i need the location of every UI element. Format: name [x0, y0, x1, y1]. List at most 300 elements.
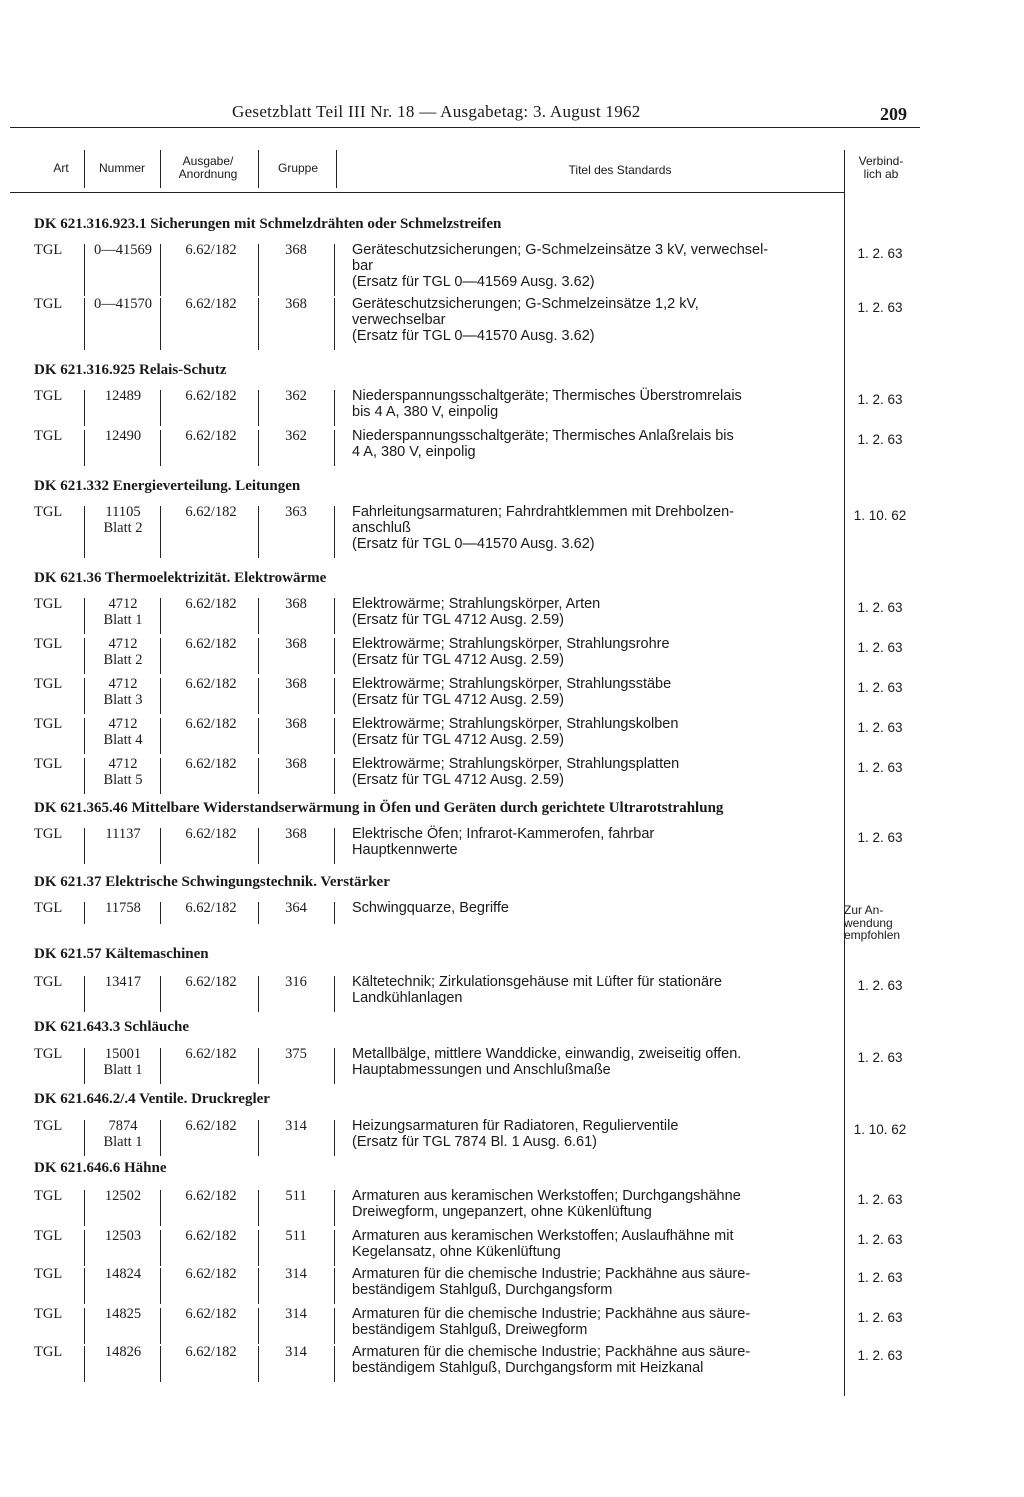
- page-number: 209: [880, 104, 907, 124]
- header-rule: [10, 127, 920, 128]
- titel-cell: [352, 636, 832, 668]
- verbindlich-line: 1. 2. 63: [857, 760, 903, 775]
- verbindlich-cell: [842, 1310, 918, 1326]
- col-divider: [84, 150, 85, 188]
- nummer-line: 11137: [105, 826, 141, 842]
- art-cell: TGL: [34, 388, 63, 404]
- gruppe-cell: 375: [285, 1046, 307, 1062]
- verbindlich-cell: [842, 978, 918, 994]
- verbindlich-cell: [842, 680, 918, 696]
- ausgabe-cell: 6.62/182: [185, 1266, 237, 1282]
- titel-cell: [352, 974, 832, 1006]
- ausgabe-cell: 6.62/182: [185, 756, 237, 772]
- ausgabe-divider: [160, 506, 161, 558]
- page-title: Gesetzblatt Teil III Nr. 18 — Ausgabetag: 3. August 1962: [232, 102, 641, 121]
- ausgabe-divider: [160, 1268, 161, 1304]
- nummer-line: 15001: [104, 1046, 142, 1062]
- ausgabe-cell: 6.62/182: [185, 1228, 237, 1244]
- nummer-divider: [84, 976, 85, 1012]
- ausgabe-cell: 6.62/182: [185, 1188, 237, 1204]
- nummer-divider: [84, 1120, 85, 1156]
- nummer-line: 11105: [105, 504, 141, 520]
- titel-divider: [334, 902, 335, 924]
- section-heading: DK 621.646.6 Hähne: [34, 1160, 167, 1176]
- verbindlich-line: 1. 2. 63: [857, 978, 903, 993]
- titel-line: Hauptabmessungen und Anschlußmaße: [352, 1062, 611, 1078]
- ausgabe-divider: [160, 598, 161, 634]
- ausgabe-divider: [160, 1308, 161, 1344]
- ausgabe-cell: 6.62/182: [185, 504, 237, 520]
- gruppe-cell: 368: [285, 242, 307, 258]
- verbindlich-line: 1. 2. 63: [857, 246, 903, 261]
- gruppe-cell: 362: [285, 388, 307, 404]
- ausgabe-divider: [160, 902, 161, 924]
- verbindlich-cell: [842, 640, 918, 656]
- titel-divider: [334, 1308, 335, 1344]
- nummer-divider: [84, 1048, 85, 1084]
- titel-divider: [334, 976, 335, 1012]
- titel-divider: [334, 1346, 335, 1382]
- titel-divider: [334, 638, 335, 674]
- art-cell: TGL: [34, 716, 63, 732]
- ausgabe-divider: [160, 638, 161, 674]
- nummer-cell: [88, 428, 158, 444]
- gruppe-cell: 316: [285, 974, 307, 990]
- gruppe-cell: 368: [285, 596, 307, 612]
- titel-cell: [352, 716, 832, 748]
- section-heading: DK 621.646.2/.4 Ventile. Druckregler: [34, 1091, 270, 1107]
- titel-line: beständigem Stahlguß, Durchgangsform mit Heizkanal: [352, 1360, 704, 1376]
- nummer-line: Blatt 5: [103, 772, 143, 788]
- verbindlich-cell: [842, 1270, 918, 1286]
- art-cell: TGL: [34, 1046, 63, 1062]
- verbindlich-cell: [842, 1122, 918, 1138]
- titel-line: (Ersatz für TGL 0—41570 Ausg. 3.62): [352, 328, 595, 344]
- verbindlich-line: 1. 2. 63: [857, 1232, 903, 1247]
- titel-cell: [352, 596, 832, 628]
- titel-line: Elektrowärme; Strahlungskörper, Strahlungsrohre: [352, 636, 670, 652]
- titel-divider: [334, 758, 335, 794]
- col-ausgabe: [166, 155, 250, 181]
- col-ausgabe-line2: Anordnung: [178, 167, 238, 181]
- ausgabe-cell: 6.62/182: [185, 242, 237, 258]
- titel-line: Elektrowärme; Strahlungskörper, Strahlungsstäbe: [352, 676, 672, 692]
- gruppe-cell: 363: [285, 504, 307, 520]
- art-cell: TGL: [34, 636, 63, 652]
- gruppe-divider: [258, 506, 259, 558]
- col-verbindlich-line2: lich ab: [863, 167, 899, 181]
- titel-cell: [352, 388, 832, 420]
- gruppe-cell: 368: [285, 716, 307, 732]
- verbindlich-line: Zur An-: [844, 903, 884, 917]
- nummer-line: Blatt 2: [103, 652, 143, 668]
- section-heading: DK 621.365.46 Mittelbare Widerstandserwärmung in Öfen und Geräten durch gerichtete Ultrarotstrahlung: [34, 800, 724, 816]
- titel-line: Geräteschutzsicherungen; G-Schmelzeinsätze 1,2 kV,: [352, 296, 699, 312]
- verbindlich-cell: [842, 760, 918, 776]
- ausgabe-cell: 6.62/182: [185, 1046, 237, 1062]
- column-headers: [0, 148, 1024, 192]
- nummer-divider: [84, 902, 85, 924]
- titel-line: Kältetechnik; Zirkulationsgehäuse mit Lüfter für stationäre: [352, 974, 722, 990]
- verbindlich-cell: [842, 432, 918, 448]
- nummer-line: Blatt 1: [103, 1062, 143, 1078]
- nummer-line: 4712: [108, 676, 138, 692]
- verbindlich-line: 1. 10. 62: [853, 1122, 907, 1137]
- nummer-cell: [88, 1188, 158, 1204]
- titel-line: Armaturen aus keramischen Werkstoffen; Auslaufhähne mit: [352, 1228, 734, 1244]
- nummer-divider: [84, 244, 85, 296]
- titel-divider: [334, 1048, 335, 1084]
- gruppe-divider: [258, 298, 259, 350]
- nummer-line: 14824: [104, 1266, 142, 1282]
- nummer-divider: [84, 298, 85, 350]
- nummer-divider: [84, 430, 85, 466]
- ausgabe-cell: 6.62/182: [185, 826, 237, 842]
- art-cell: TGL: [34, 900, 63, 916]
- titel-cell: [352, 676, 832, 708]
- titel-line: Niederspannungsschaltgeräte; Thermisches Anlaßrelais bis: [352, 428, 734, 444]
- nummer-cell: [88, 242, 158, 258]
- titel-line: bar: [352, 258, 373, 274]
- nummer-line: 4712: [108, 716, 138, 732]
- ausgabe-cell: 6.62/182: [185, 716, 237, 732]
- ausgabe-divider: [160, 758, 161, 794]
- col-titel: Titel des Standards: [568, 163, 672, 177]
- titel-line: Armaturen für die chemische Industrie; Packhähne aus säure-: [352, 1344, 751, 1360]
- nummer-cell: [88, 504, 158, 536]
- nummer-line: 12503: [104, 1228, 142, 1244]
- titel-line: Armaturen für die chemische Industrie; Packhähne aus säure-: [352, 1266, 751, 1282]
- titel-cell: [352, 1266, 832, 1298]
- ausgabe-divider: [160, 1048, 161, 1084]
- nummer-line: 12489: [104, 388, 142, 404]
- ausgabe-divider: [160, 718, 161, 754]
- gruppe-divider: [258, 1230, 259, 1266]
- nummer-divider: [84, 390, 85, 426]
- titel-divider: [334, 1190, 335, 1226]
- gruppe-divider: [258, 1346, 259, 1382]
- art-cell: TGL: [34, 974, 63, 990]
- ausgabe-divider: [160, 244, 161, 296]
- titel-cell: [352, 428, 832, 460]
- col-divider: [336, 150, 337, 188]
- gruppe-divider: [258, 828, 259, 864]
- ausgabe-divider: [160, 1230, 161, 1266]
- titel-divider: [334, 1268, 335, 1304]
- nummer-line: 14826: [104, 1344, 142, 1360]
- nummer-line: 4712: [108, 636, 138, 652]
- gruppe-divider: [258, 1048, 259, 1084]
- titel-divider: [334, 430, 335, 466]
- ausgabe-divider: [160, 298, 161, 350]
- titel-divider: [334, 718, 335, 754]
- titel-divider: [334, 298, 335, 350]
- nummer-line: 12490: [104, 428, 142, 444]
- art-cell: TGL: [34, 596, 63, 612]
- nummer-divider: [84, 1268, 85, 1304]
- gruppe-divider: [258, 902, 259, 924]
- gruppe-divider: [258, 1190, 259, 1226]
- titel-line: Armaturen für die chemische Industrie; Packhähne aus säure-: [352, 1306, 751, 1322]
- nummer-line: Blatt 4: [103, 732, 143, 748]
- ausgabe-cell: 6.62/182: [185, 296, 237, 312]
- nummer-line: Blatt 3: [103, 692, 143, 708]
- col-verbindlich: [846, 155, 916, 181]
- titel-line: (Ersatz für TGL 4712 Ausg. 2.59): [352, 652, 564, 668]
- gruppe-divider: [258, 1120, 259, 1156]
- titel-line: (Ersatz für TGL 7874 Bl. 1 Ausg. 6.61): [352, 1134, 598, 1150]
- ausgabe-cell: 6.62/182: [185, 676, 237, 692]
- nummer-cell: [88, 1228, 158, 1244]
- gruppe-cell: 368: [285, 296, 307, 312]
- art-cell: TGL: [34, 676, 63, 692]
- verbindlich-line: 1. 2. 63: [857, 1270, 903, 1285]
- verbindlich-line: 1. 2. 63: [857, 720, 903, 735]
- nummer-divider: [84, 1230, 85, 1266]
- verbindlich-cell: [842, 1232, 918, 1248]
- gruppe-cell: 511: [285, 1228, 307, 1244]
- col-verbindlich-line1: Verbind-: [858, 154, 904, 168]
- verbindlich-cell: [842, 300, 918, 316]
- titel-line: (Ersatz für TGL 0—41570 Ausg. 3.62): [352, 536, 595, 552]
- titel-line: Metallbälge, mittlere Wanddicke, einwandig, zweiseitig offen.: [352, 1046, 742, 1062]
- titel-cell: [352, 296, 832, 344]
- verbindlich-line: 1. 2. 63: [857, 1192, 903, 1207]
- titel-line: Elektrowärme; Strahlungskörper, Strahlungsplatten: [352, 756, 680, 772]
- verbindlich-line: 1. 2. 63: [857, 1310, 903, 1325]
- nummer-cell: [88, 716, 158, 748]
- gruppe-cell: 314: [285, 1266, 307, 1282]
- ausgabe-cell: 6.62/182: [185, 974, 237, 990]
- verbindlich-line: 1. 2. 63: [857, 680, 903, 695]
- verbindlich-cell: [842, 1348, 918, 1364]
- titel-divider: [334, 244, 335, 296]
- titel-line: Fahrleitungsarmaturen; Fahrdrahtklemmen mit Drehbolzen-: [352, 504, 734, 520]
- nummer-divider: [84, 1346, 85, 1382]
- titel-line: Kegelansatz, ohne Kükenlüftung: [352, 1244, 561, 1260]
- titel-divider: [334, 506, 335, 558]
- art-cell: TGL: [34, 428, 63, 444]
- titel-cell: [352, 1046, 832, 1078]
- ausgabe-divider: [160, 1120, 161, 1156]
- nummer-line: 4712: [108, 756, 138, 772]
- col-ausgabe-line1: Ausgabe/: [182, 154, 234, 168]
- ausgabe-divider: [160, 1346, 161, 1382]
- section-heading: DK 621.316.925 Relais-Schutz: [34, 362, 227, 378]
- gruppe-divider: [258, 976, 259, 1012]
- nummer-cell: [88, 1306, 158, 1322]
- verbindlich-line: 1. 2. 63: [857, 1050, 903, 1065]
- nummer-cell: [88, 826, 158, 842]
- titel-line: Niederspannungsschaltgeräte; Thermisches Überstromrelais: [352, 388, 742, 404]
- titel-divider: [334, 828, 335, 864]
- nummer-divider: [84, 1308, 85, 1344]
- titel-cell: [352, 1228, 832, 1260]
- gruppe-divider: [258, 678, 259, 714]
- nummer-line: Blatt 1: [103, 1134, 143, 1150]
- titel-line: beständigem Stahlguß, Durchgangsform: [352, 1282, 613, 1298]
- titel-line: (Ersatz für TGL 4712 Ausg. 2.59): [352, 732, 564, 748]
- art-cell: TGL: [34, 826, 63, 842]
- titel-cell: [352, 504, 832, 552]
- verbindlich-line: 1. 2. 63: [857, 600, 903, 615]
- gruppe-cell: 314: [285, 1118, 307, 1134]
- gruppe-divider: [258, 1308, 259, 1344]
- ausgabe-divider: [160, 976, 161, 1012]
- art-cell: TGL: [34, 296, 63, 312]
- gruppe-divider: [258, 718, 259, 754]
- ausgabe-divider: [160, 430, 161, 466]
- nummer-cell: [88, 756, 158, 788]
- section-heading: DK 621.643.3 Schläuche: [34, 1019, 190, 1035]
- gruppe-divider: [258, 1268, 259, 1304]
- verbindlich-line: empfohlen: [844, 928, 901, 942]
- page-header: [0, 100, 1024, 130]
- verbindlich-divider: [844, 196, 845, 1396]
- section-heading: DK 621.57 Kältemaschinen: [34, 946, 209, 962]
- nummer-cell: [88, 596, 158, 628]
- gruppe-cell: 368: [285, 676, 307, 692]
- col-art: Art: [53, 161, 69, 175]
- verbindlich-line: 1. 10. 62: [853, 508, 907, 523]
- nummer-cell: [88, 636, 158, 668]
- nummer-cell: [88, 1118, 158, 1150]
- nummer-cell: [88, 388, 158, 404]
- titel-divider: [334, 390, 335, 426]
- titel-line: Landkühlanlagen: [352, 990, 463, 1006]
- nummer-divider: [84, 828, 85, 864]
- art-cell: TGL: [34, 756, 63, 772]
- ausgabe-cell: 6.62/182: [185, 388, 237, 404]
- gruppe-cell: 364: [285, 900, 307, 916]
- titel-cell: [352, 1118, 832, 1150]
- nummer-cell: [88, 296, 158, 312]
- nummer-divider: [84, 1190, 85, 1226]
- verbindlich-line: 1. 2. 63: [857, 640, 903, 655]
- nummer-divider: [84, 598, 85, 634]
- titel-line: anschluß: [352, 520, 411, 536]
- nummer-divider: [84, 718, 85, 754]
- titel-line: Geräteschutzsicherungen; G-Schmelzeinsätze 3 kV, verwechsel-: [352, 242, 769, 258]
- col-divider: [258, 150, 259, 188]
- verbindlich-line: 1. 2. 63: [857, 392, 903, 407]
- titel-cell: [352, 1306, 832, 1338]
- nummer-line: 0—41570: [94, 296, 152, 312]
- section-heading: DK 621.316.923.1 Sicherungen mit Schmelzdrähten oder Schmelzstreifen: [34, 216, 502, 232]
- titel-line: (Ersatz für TGL 4712 Ausg. 2.59): [352, 692, 564, 708]
- nummer-cell: [88, 1344, 158, 1360]
- col-divider: [844, 150, 845, 196]
- nummer-divider: [84, 758, 85, 794]
- gruppe-cell: 314: [285, 1344, 307, 1360]
- nummer-divider: [84, 506, 85, 558]
- gruppe-divider: [258, 244, 259, 296]
- section-heading: DK 621.332 Energieverteilung. Leitungen: [34, 478, 301, 494]
- art-cell: TGL: [34, 504, 63, 520]
- titel-line: Heizungsarmaturen für Radiatoren, Regulierventile: [352, 1118, 679, 1134]
- ausgabe-divider: [160, 390, 161, 426]
- titel-line: Armaturen aus keramischen Werkstoffen; Durchgangshähne: [352, 1188, 741, 1204]
- verbindlich-cell: [842, 720, 918, 736]
- titel-cell: [352, 826, 832, 858]
- nummer-line: 0—41569: [94, 242, 152, 258]
- verbindlich-cell: [842, 600, 918, 616]
- gruppe-cell: 362: [285, 428, 307, 444]
- col-gruppe: Gruppe: [277, 161, 319, 175]
- gruppe-cell: 368: [285, 756, 307, 772]
- nummer-line: Blatt 1: [103, 612, 143, 628]
- nummer-line: 4712: [108, 596, 138, 612]
- ausgabe-cell: 6.62/182: [185, 1306, 237, 1322]
- verbindlich-cell: [842, 830, 918, 846]
- titel-line: Elektrische Öfen; Infrarot-Kammerofen, fahrbar: [352, 826, 655, 842]
- titel-divider: [334, 678, 335, 714]
- ausgabe-cell: 6.62/182: [185, 1344, 237, 1360]
- verbindlich-line: 1. 2. 63: [857, 830, 903, 845]
- gruppe-divider: [258, 758, 259, 794]
- nummer-line: 12502: [104, 1188, 142, 1204]
- gruppe-cell: 314: [285, 1306, 307, 1322]
- ausgabe-cell: 6.62/182: [185, 900, 237, 916]
- gruppe-cell: 368: [285, 636, 307, 652]
- verbindlich-line: 1. 2. 63: [857, 300, 903, 315]
- ausgabe-divider: [160, 828, 161, 864]
- art-cell: TGL: [34, 242, 63, 258]
- nummer-line: 14825: [104, 1306, 142, 1322]
- titel-line: Elektrowärme; Strahlungskörper, Arten: [352, 596, 601, 612]
- titel-line: bis 4 A, 380 V, einpolig: [352, 404, 499, 420]
- nummer-cell: [88, 1046, 158, 1078]
- art-cell: TGL: [34, 1188, 63, 1204]
- verbindlich-line: 1. 2. 63: [857, 432, 903, 447]
- titel-line: Schwingquarze, Begriffe: [352, 900, 509, 916]
- titel-cell: [352, 1188, 832, 1220]
- art-cell: TGL: [34, 1118, 63, 1134]
- nummer-cell: [88, 974, 158, 990]
- titel-line: Hauptkennwerte: [352, 842, 458, 858]
- art-cell: TGL: [34, 1228, 63, 1244]
- titel-cell: [352, 1344, 832, 1376]
- col-nummer: Nummer: [98, 161, 145, 175]
- gruppe-divider: [258, 598, 259, 634]
- titel-divider: [334, 1230, 335, 1266]
- verbindlich-cell: [844, 904, 920, 942]
- ausgabe-cell: 6.62/182: [185, 428, 237, 444]
- gruppe-cell: 511: [285, 1188, 307, 1204]
- titel-cell: [352, 756, 832, 788]
- verbindlich-cell: [842, 392, 918, 408]
- gruppe-divider: [258, 638, 259, 674]
- ausgabe-cell: 6.62/182: [185, 596, 237, 612]
- verbindlich-line: 1. 2. 63: [857, 1348, 903, 1363]
- titel-line: (Ersatz für TGL 0—41569 Ausg. 3.62): [352, 274, 595, 290]
- gruppe-divider: [258, 390, 259, 426]
- verbindlich-cell: [842, 508, 918, 524]
- verbindlich-line: wendung: [844, 915, 893, 930]
- nummer-line: 11758: [105, 900, 141, 916]
- gruppe-divider: [258, 430, 259, 466]
- titel-line: verwechselbar: [352, 312, 446, 328]
- titel-line: Dreiwegform, ungepanzert, ohne Kükenlüftung: [352, 1204, 652, 1220]
- nummer-divider: [84, 638, 85, 674]
- section-heading: DK 621.36 Thermoelektrizität. Elektrowärme: [34, 570, 327, 586]
- titel-line: 4 A, 380 V, einpolig: [352, 444, 476, 460]
- titel-line: beständigem Stahlguß, Dreiwegform: [352, 1322, 588, 1338]
- art-cell: TGL: [34, 1266, 63, 1282]
- titel-cell: [352, 900, 832, 916]
- section-heading: DK 621.37 Elektrische Schwingungstechnik. Verstärker: [34, 874, 390, 890]
- nummer-cell: [88, 676, 158, 708]
